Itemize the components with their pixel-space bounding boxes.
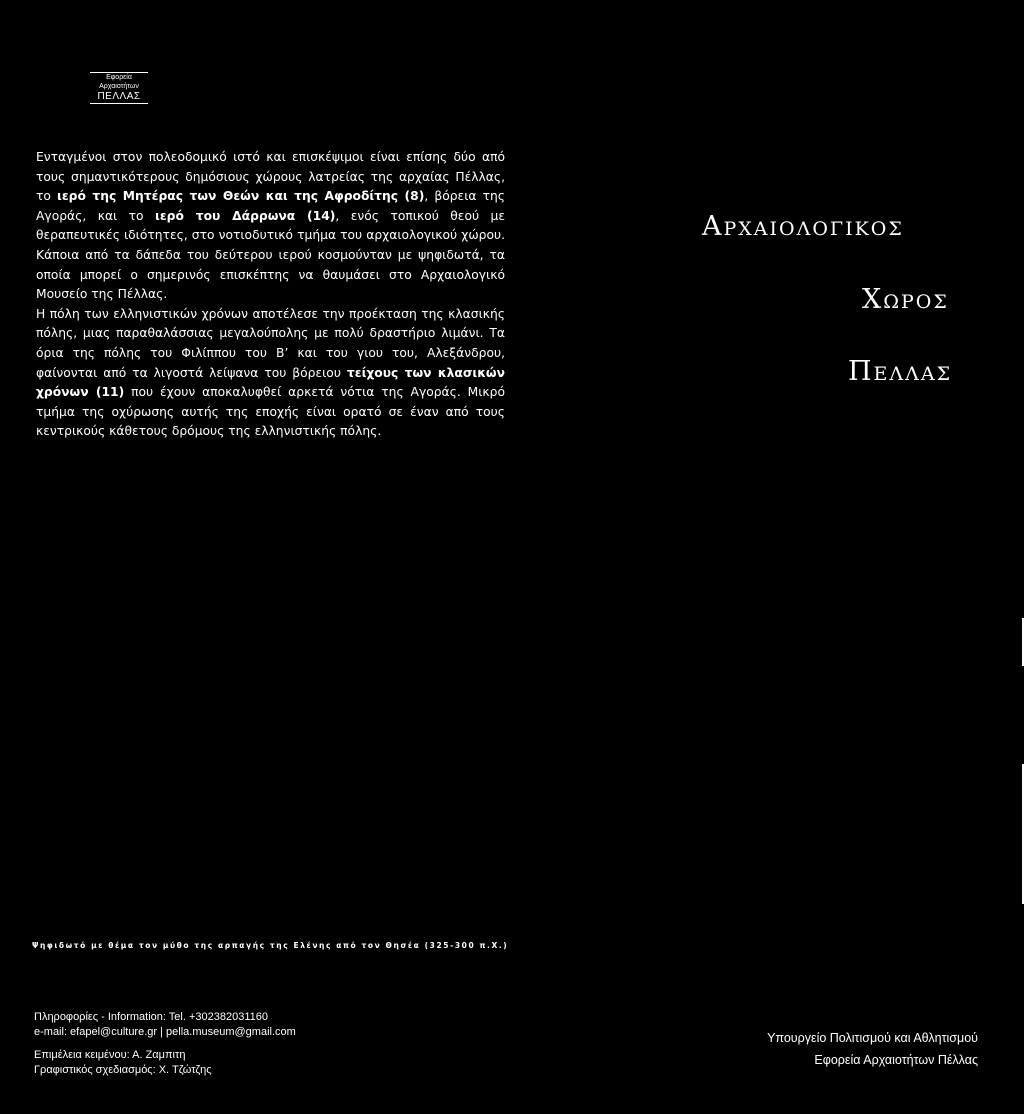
ministry-block: [767, 1027, 978, 1071]
body-sentence-3: , ενός τοπικού θεού με θεραπευτικές ιδιότητες, στο νοτιοδυτικό τμήμα του αρχαιολογικού χώρου. Κάποια από τα δάπεδα του δεύτερου ιερού κοσμούνταν με ψηφιδωτά, τα οποία μπορεί ο σημερινός επισκέπτης να θαυμάσει στο Αρχαιολογικό Μουσείο της Πέλλας.: [36, 208, 506, 302]
body-bold-sanctuary-darron: ιερό του Δάρρωνα (14): [155, 208, 336, 223]
logo-line-1: Εφορεία: [106, 74, 132, 81]
ministry-line-2: Εφορεία Αρχαιοτήτων Πέλλας: [814, 1053, 978, 1067]
logo-line-2: Αρχαιοτήτων: [99, 83, 139, 90]
info-email: e-mail: efapel@culture.gr | pella.museum@gmail.com: [34, 1026, 296, 1038]
body-sentence-5: που έχουν αποκαλυφθεί αρκετά νότια της Αγοράς. Μικρό τμήμα της οχύρωσης αυτής της εποχής είναι ορατό σε έναν από τους κεντρικούς κάθετους δρόμους της ελληνιστικής πόλης.: [36, 385, 505, 439]
info-phone: Πληροφορίες - Information: Tel. +302382031160: [34, 1011, 269, 1023]
body-sentence-1: Ενταγμένοι στον πολεοδομικό ιστό και επισκέψιμοι είναι επίσης δύο από τους σημαντικότερους δημόσιους χώρους λατρείας της αρχαίας Πέλλας, το: [36, 150, 505, 204]
mosaic-caption: Ψηφιδωτό με θέμα τον μύθο της αρπαγής της Ελένης από τον Θησέα (325-300 π.Χ.): [32, 941, 509, 950]
logo-bottom-rule: [90, 103, 148, 104]
body-sentence-4: Η πόλη των ελληνιστικών χρόνων αποτέλεσε την προέκταση της κλασικής πόλης, μιας παραθαλάσσιας μεγαλούπολης με πολύ δραστήριο λιμάνι. Τα όρια της πόλης του Φιλίππου του Β’ και του γιου του, Αλεξάνδρου, φαίνονται από τα λιγοστά λείψανα του βόρειου: [36, 306, 505, 380]
body-bold-classical-wall: τείχους των κλασικών χρόνων (11): [36, 365, 505, 400]
logo-line-3: ΠΕΛΛΑΣ: [97, 91, 141, 102]
title-line-2: Χωρος: [862, 284, 949, 315]
info-graphic-design: Γραφιστικός σχεδιασμός: Χ. Τζώτζης: [34, 1064, 212, 1076]
body-sentence-2: , βόρεια της Αγοράς, και το: [36, 189, 505, 223]
ministry-line-1: Υπουργείο Πολιτισμού και Αθλητισμού: [767, 1031, 978, 1045]
title-line-3: Πελλας: [848, 356, 953, 387]
body-text: [36, 148, 505, 442]
info-text-editing: Επιμέλεια κειμένου: Α. Ζαμπιτη: [34, 1049, 186, 1061]
body-bold-sanctuary-mother-gods: ιερό της Μητέρας των Θεών και της Αφροδίτης (8): [57, 189, 425, 204]
ephorate-logo: [90, 72, 148, 104]
title-line-1: Αρχαιολογικος: [702, 211, 904, 242]
